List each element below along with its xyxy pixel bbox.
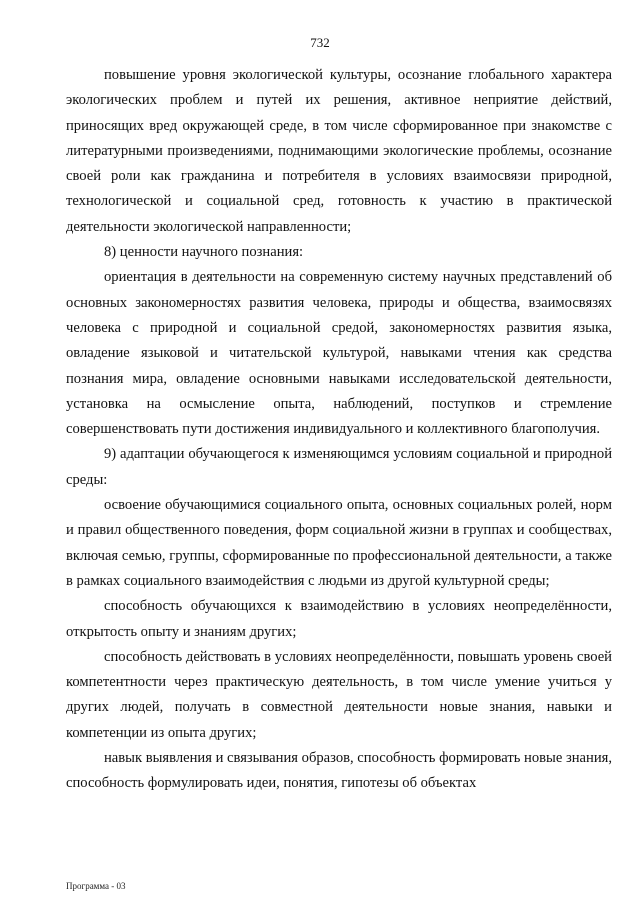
paragraph-social-experience: освоение обучающимися социального опыта, основных социальных ролей, норм и правил общественного поведения, форм социальной жизни в группах и сообществах, включая семью, группы, сформированные по профессиональной деятельности, а также в рамках социального взаимодействия с людьми из другой культурной среды; (66, 497, 612, 589)
paragraph-competence: способность действовать в условиях неопределённости, повышать уровень своей компетентности через практическую деятельность, в том числе умение учиться у других людей, получать в совместной деятельности новые знания, навыки и компетенции из опыта других; (66, 648, 612, 741)
paragraph-adaptation-heading: 9) адаптации обучающегося к изменяющимся условиям социальной и природной среды: (66, 446, 612, 488)
document-body (66, 63, 612, 797)
page-number: 732 (310, 35, 330, 50)
paragraph-ecology: повышение уровня экологической культуры, осознание глобального характера экологических проблем и путей их решения, активное неприятие действий, приносящих вред окружающей среде, в том числе сформированное при знакомстве с литературными произведениями, поднимающими экологические проблемы, осознание своей роли как гражданина и потребителя в условиях взаимосвязи природной, технологической и социальной сред, готовность к участию в практической деятельности экологической направленности; (66, 67, 612, 235)
paragraph-science-orientation: ориентация в деятельности на современную систему научных представлений об основных закономерностях развития человека, природы и общества, взаимосвязях человека с природной и социальной средой, закономерностях развития языка, овладение языковой и читательской культурой, навыками чтения как средства познания мира, овладение основными навыками исследовательской деятельности, установка на осмысление опыта, наблюдений, поступков и стремление совершенствовать пути достижения индивидуального и коллективного благополучия. (66, 269, 612, 438)
paragraph-interaction-ability: способность обучающихся к взаимодействию в условиях неопределённости, открытость опыту и знаниям других; (66, 598, 612, 640)
paragraph-images-skill: навык выявления и связывания образов, способность формировать новые знания, способность формулировать идеи, понятия, гипотезы об объектах (66, 750, 612, 792)
page-footer: Программа - 03 (66, 881, 126, 891)
paragraph-science-heading: 8) ценности научного познания: (104, 244, 304, 261)
